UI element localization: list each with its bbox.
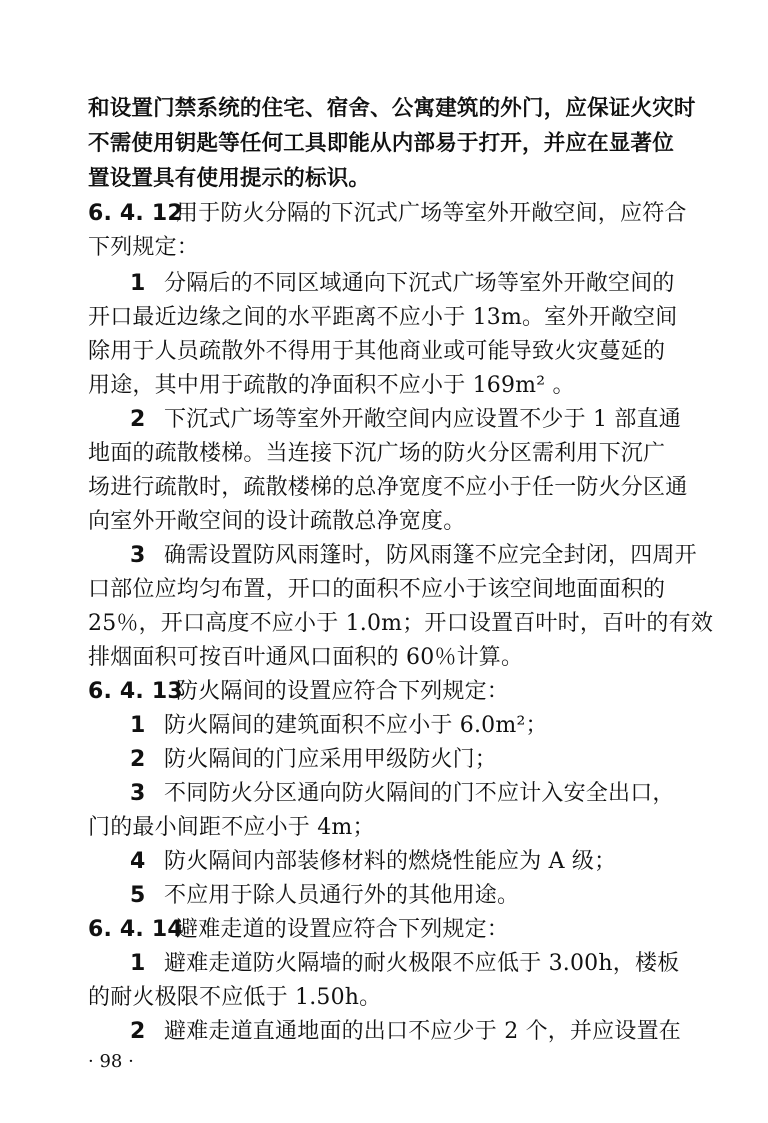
list-item	[0, 268, 768, 300]
item-number: 1	[130, 713, 146, 738]
item-text-cont: 除用于人员疏散外不得用于其他商业或可能导致火灾蔓延的	[88, 339, 666, 364]
list-item	[0, 710, 768, 742]
item-text: 防火隔间的门应采用甲级防火门；	[164, 747, 498, 772]
section-title: 避难走道的设置应符合下列规定：	[176, 917, 510, 942]
item-text-cont: 向室外开敞空间的设计疏散总净宽度。	[88, 509, 466, 534]
list-item	[0, 846, 768, 878]
list-item	[0, 404, 768, 436]
intro-line-1: 和设置门禁系统的住宅、宿舍、公寓建筑的外门，应保证火灾时	[88, 96, 696, 121]
item-text-cont: 开口最近边缘之间的水平距离不应小于 13m。室外开敞空间	[88, 305, 678, 330]
list-item	[0, 778, 768, 810]
item-text: 下沉式广场等室外开敞空间内应设置不少于 1 部直通	[164, 407, 681, 432]
item-text-cont: 的耐火极限不应低于 1.50h。	[88, 985, 382, 1010]
item-number: 2	[130, 747, 146, 772]
list-item	[0, 880, 768, 912]
page-number: · 98 ·	[88, 1051, 134, 1072]
section-6-4-12-heading-cont: 下列规定：	[88, 235, 200, 260]
section-number: 6. 4. 13	[88, 679, 183, 704]
item-number: 3	[130, 781, 146, 806]
item-text-cont: 用途，其中用于疏散的净面积不应小于 169m² 。	[88, 373, 575, 398]
item-text-cont: 25％，开口高度不应小于 1.0m；开口设置百叶时，百叶的有效	[88, 611, 714, 636]
item-text-cont: 场进行疏散时，疏散楼梯的总净宽度不应小于任一防火分区通	[88, 475, 688, 500]
section-6-4-12-heading	[0, 198, 768, 230]
item-text-cont: 排烟面积可按百叶通风口面积的 60％计算。	[88, 645, 524, 670]
item-text: 分隔后的不同区域通向下沉式广场等室外开敞空间的	[164, 271, 675, 296]
item-text-cont: 门的最小间距不应小于 4m；	[88, 815, 375, 840]
item-number: 2	[130, 1019, 146, 1044]
section-6-4-14-heading	[0, 914, 768, 946]
intro-line-2: 不需使用钥匙等任何工具即能从内部易于打开，并应在显著位	[88, 131, 674, 156]
list-item	[0, 540, 768, 572]
section-number: 6. 4. 12	[88, 201, 183, 226]
intro-line-3: 置设置具有使用提示的标识。	[88, 166, 371, 191]
section-title: 用于防火分隔的下沉式广场等室外开敞空间，应符合	[176, 201, 687, 226]
item-number: 5	[130, 883, 146, 908]
list-item	[0, 948, 768, 980]
item-text: 确需设置防风雨篷时，防风雨篷不应完全封闭，四周开	[164, 543, 697, 568]
item-text-cont: 口部位应均匀布置，开口的面积不应小于该空间地面面积的	[88, 577, 666, 602]
item-number: 3	[130, 543, 146, 568]
section-title: 防火隔间的设置应符合下列规定：	[176, 679, 510, 704]
item-number: 2	[130, 407, 146, 432]
list-item	[0, 744, 768, 776]
item-number: 1	[130, 271, 146, 296]
item-text: 防火隔间内部装修材料的燃烧性能应为 A 级；	[164, 849, 617, 874]
item-number: 1	[130, 951, 146, 976]
item-text-cont: 地面的疏散楼梯。当连接下沉广场的防火分区需利用下沉广	[88, 441, 666, 466]
item-text: 不同防火分区通向防火隔间的门不应计入安全出口，	[164, 781, 675, 806]
item-number: 4	[130, 849, 146, 874]
item-text: 避难走道直通地面的出口不应少于 2 个，并应设置在	[164, 1019, 681, 1044]
item-text: 不应用于除人员通行外的其他用途。	[164, 883, 520, 908]
item-text: 避难走道防火隔墙的耐火极限不应低于 3.00h，楼板	[164, 951, 680, 976]
item-text: 防火隔间的建筑面积不应小于 6.0m²；	[164, 713, 548, 738]
section-number: 6. 4. 14	[88, 917, 183, 942]
list-item	[0, 1016, 768, 1048]
section-6-4-13-heading	[0, 676, 768, 708]
